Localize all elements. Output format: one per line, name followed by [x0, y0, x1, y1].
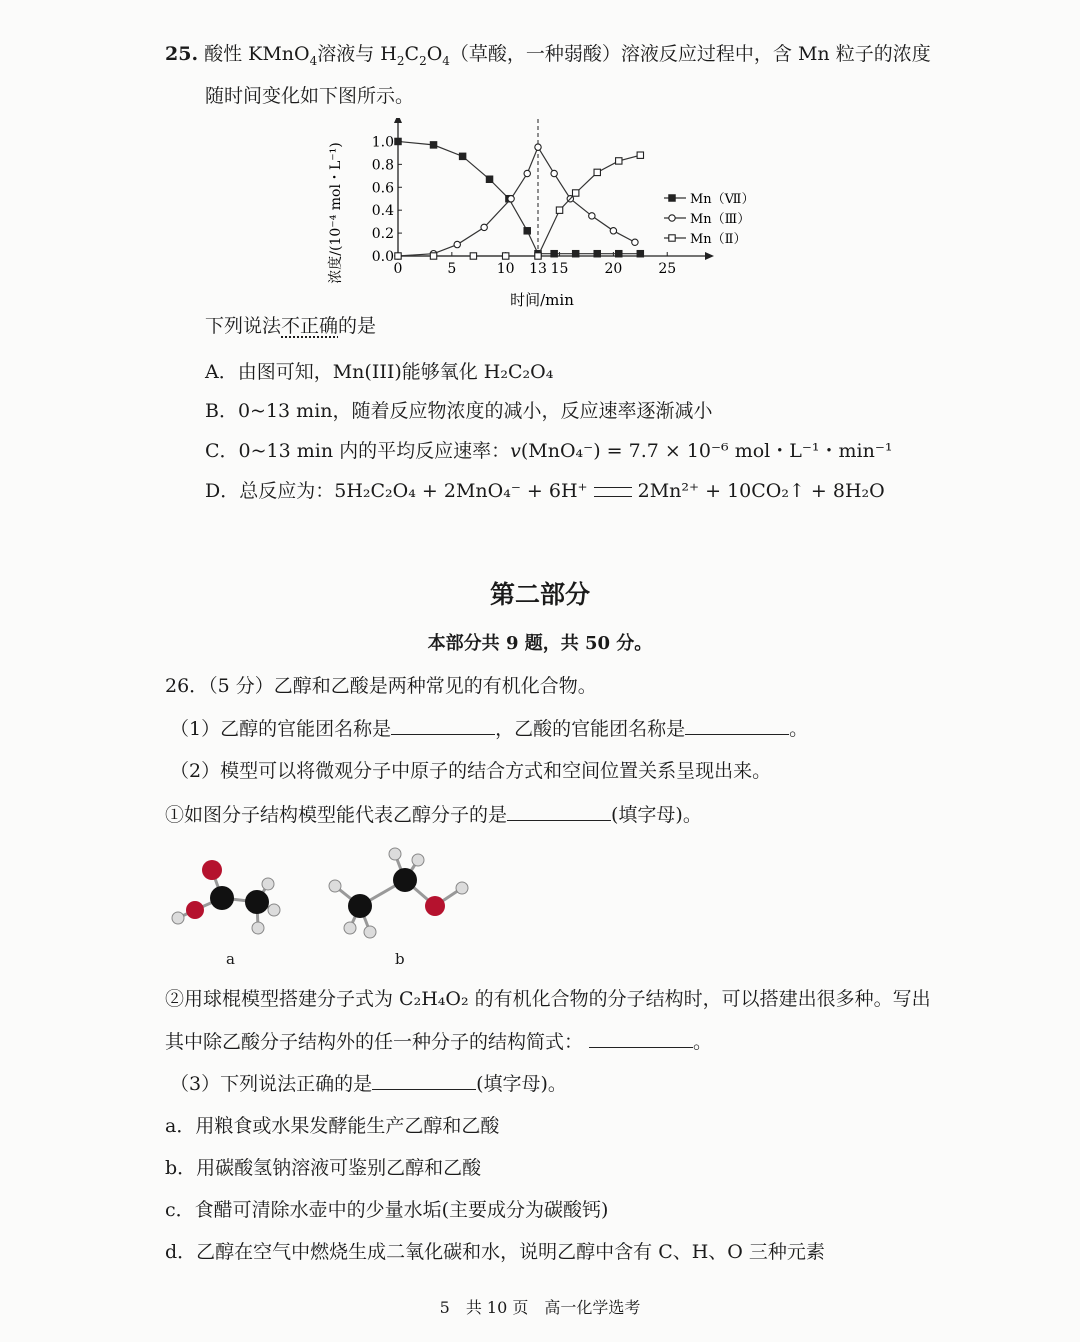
- x-tick-label: 15: [550, 261, 569, 277]
- y-tick-label: 0.0: [371, 249, 394, 265]
- chart-xlabel: 时间/min: [510, 291, 574, 308]
- q26-option-d: d．乙醇在空气中燃烧生成二氧化碳和水，说明乙醇中含有 C、H、O 三种元素: [165, 1241, 825, 1263]
- q25-stem-line2: 随时间变化如下图所示。: [205, 85, 415, 107]
- equals-sign: [594, 487, 632, 497]
- data-point: [502, 253, 508, 259]
- data-point: [551, 170, 557, 176]
- data-point: [610, 228, 616, 234]
- molecule-a: [172, 860, 280, 934]
- part2-subtitle: 本部分共 9 题，共 50 分。: [427, 633, 653, 654]
- legend-marker: [669, 195, 675, 201]
- data-point: [616, 251, 622, 257]
- data-point: [572, 251, 578, 257]
- concentration-time-chart: [320, 118, 760, 308]
- answer-blank-acetic-group[interactable]: [685, 716, 789, 735]
- y-tick-label: 1.0: [371, 134, 394, 151]
- q25-stem-line1: 25. 酸性 KMnO$_4$溶液与 $H_2C_2O_4$（草酸，一种弱酸）溶液反应过程中，含 Mn 粒子的浓度: [165, 43, 931, 68]
- data-point: [430, 253, 436, 259]
- legend-label: Mn（Ⅱ）: [690, 232, 747, 247]
- data-point: [637, 251, 643, 257]
- data-point: [572, 190, 578, 196]
- data-point: [535, 253, 541, 259]
- data-point: [551, 251, 557, 257]
- q26-part2-ii-line2: 其中除乙酸分子结构外的任一种分子的结构简式： 。: [165, 1031, 713, 1053]
- legend-label: Mn（Ⅲ）: [690, 212, 751, 227]
- q25-option-b: B．0~13 min，随着反应物浓度的减小，反应速率逐渐减小: [205, 400, 713, 422]
- molecule-models: [160, 840, 490, 940]
- data-point: [481, 224, 487, 230]
- data-point: [486, 176, 492, 182]
- q26-option-b: b．用碳酸氢钠溶液可鉴别乙醇和乙酸: [165, 1157, 482, 1179]
- data-point: [459, 153, 465, 159]
- data-point: [556, 207, 562, 213]
- page-footer: 5 共 10 页 高一化学选考: [439, 1298, 641, 1317]
- data-point: [454, 241, 460, 247]
- data-point: [524, 170, 530, 176]
- data-point: [632, 239, 638, 245]
- q25-option-a: A．由图可知，Mn(III)能够氧化 H₂C₂O₄: [205, 361, 554, 383]
- answer-blank-ethanol-group[interactable]: [391, 716, 495, 735]
- x-axis-arrow: [705, 252, 714, 260]
- x-tick-label: 25: [658, 261, 677, 277]
- q25-question: 下列说法不正确的是: [205, 315, 377, 337]
- x-tick-label: 20: [604, 261, 623, 277]
- data-point: [589, 213, 595, 219]
- series-line-0: [398, 141, 640, 253]
- y-tick-label: 0.2: [371, 226, 394, 243]
- data-point: [535, 144, 541, 150]
- part2-title: 第二部分: [489, 580, 590, 609]
- answer-blank-structure[interactable]: [589, 1029, 693, 1048]
- q26-option-a: a．用粮食或水果发酵能生产乙醇和乙酸: [165, 1115, 500, 1137]
- legend-marker: [669, 235, 675, 241]
- data-point: [395, 138, 401, 144]
- molecule-b: [329, 848, 468, 938]
- y-tick-label: 0.8: [371, 157, 394, 174]
- answer-blank-model[interactable]: [507, 802, 611, 821]
- q26-option-c: c．食醋可清除水壶中的少量水垢(主要成分为碳酸钙): [165, 1199, 609, 1221]
- data-point: [395, 253, 401, 259]
- y-axis-arrow: [394, 118, 402, 123]
- data-point: [594, 169, 600, 175]
- q26-part2-i: ①如图分子结构模型能代表乙醇分子的是 (填字母)。: [165, 804, 702, 826]
- data-point: [524, 228, 530, 234]
- series-line-2: [398, 155, 640, 256]
- data-point: [637, 152, 643, 158]
- q25-option-d: D．总反应为：5H₂C₂O₄ + 2MnO₄⁻ + 6H⁺ 2Mn²⁺ + 10CO₂↑ + 8H₂O: [205, 480, 885, 502]
- x-tick-label: 13: [529, 261, 547, 277]
- emphasis-not-correct: 不正确: [281, 315, 339, 337]
- molecule-label-a: a: [226, 950, 235, 968]
- series-line-1: [398, 147, 635, 256]
- legend-marker: [669, 215, 675, 221]
- q26-part3: （3）下列说法正确的是 (填字母)。: [170, 1073, 567, 1095]
- data-point: [594, 251, 600, 257]
- chart-ylabel: 浓度/(10⁻⁴ mol・L⁻¹): [328, 142, 344, 284]
- x-tick-label: 5: [447, 261, 457, 277]
- data-point: [430, 142, 436, 148]
- q26-part2: （2）模型可以将微观分子中原子的结合方式和空间位置关系呈现出来。: [170, 760, 772, 782]
- answer-blank-correct[interactable]: [372, 1071, 476, 1090]
- q25-option-c: C．0~13 min 内的平均反应速率：v(MnO₄⁻) = 7.7 × 10⁻⁶ mol・L⁻¹・min⁻¹: [205, 440, 893, 462]
- x-tick-label: 0: [393, 261, 403, 277]
- q26-part2-ii-line1: ②用球棍模型搭建分子式为 C₂H₄O₂ 的有机化合物的分子结构时，可以搭建出很多种。写出: [165, 988, 931, 1010]
- data-point: [616, 158, 622, 164]
- y-tick-label: 0.4: [371, 203, 394, 220]
- molecule-label-b: b: [395, 950, 405, 968]
- y-tick-label: 0.6: [371, 180, 394, 197]
- legend-label: Mn（Ⅶ）: [690, 192, 755, 207]
- chart-legend: [664, 192, 754, 247]
- q26-stem: 26．（5 分）乙醇和乙酸是两种常见的有机化合物。: [165, 675, 597, 697]
- data-point: [508, 196, 514, 202]
- x-tick-label: 10: [496, 261, 515, 277]
- q26-part1: （1）乙醇的官能团名称是 ，乙酸的官能团名称是 。: [170, 718, 809, 740]
- data-point: [470, 253, 476, 259]
